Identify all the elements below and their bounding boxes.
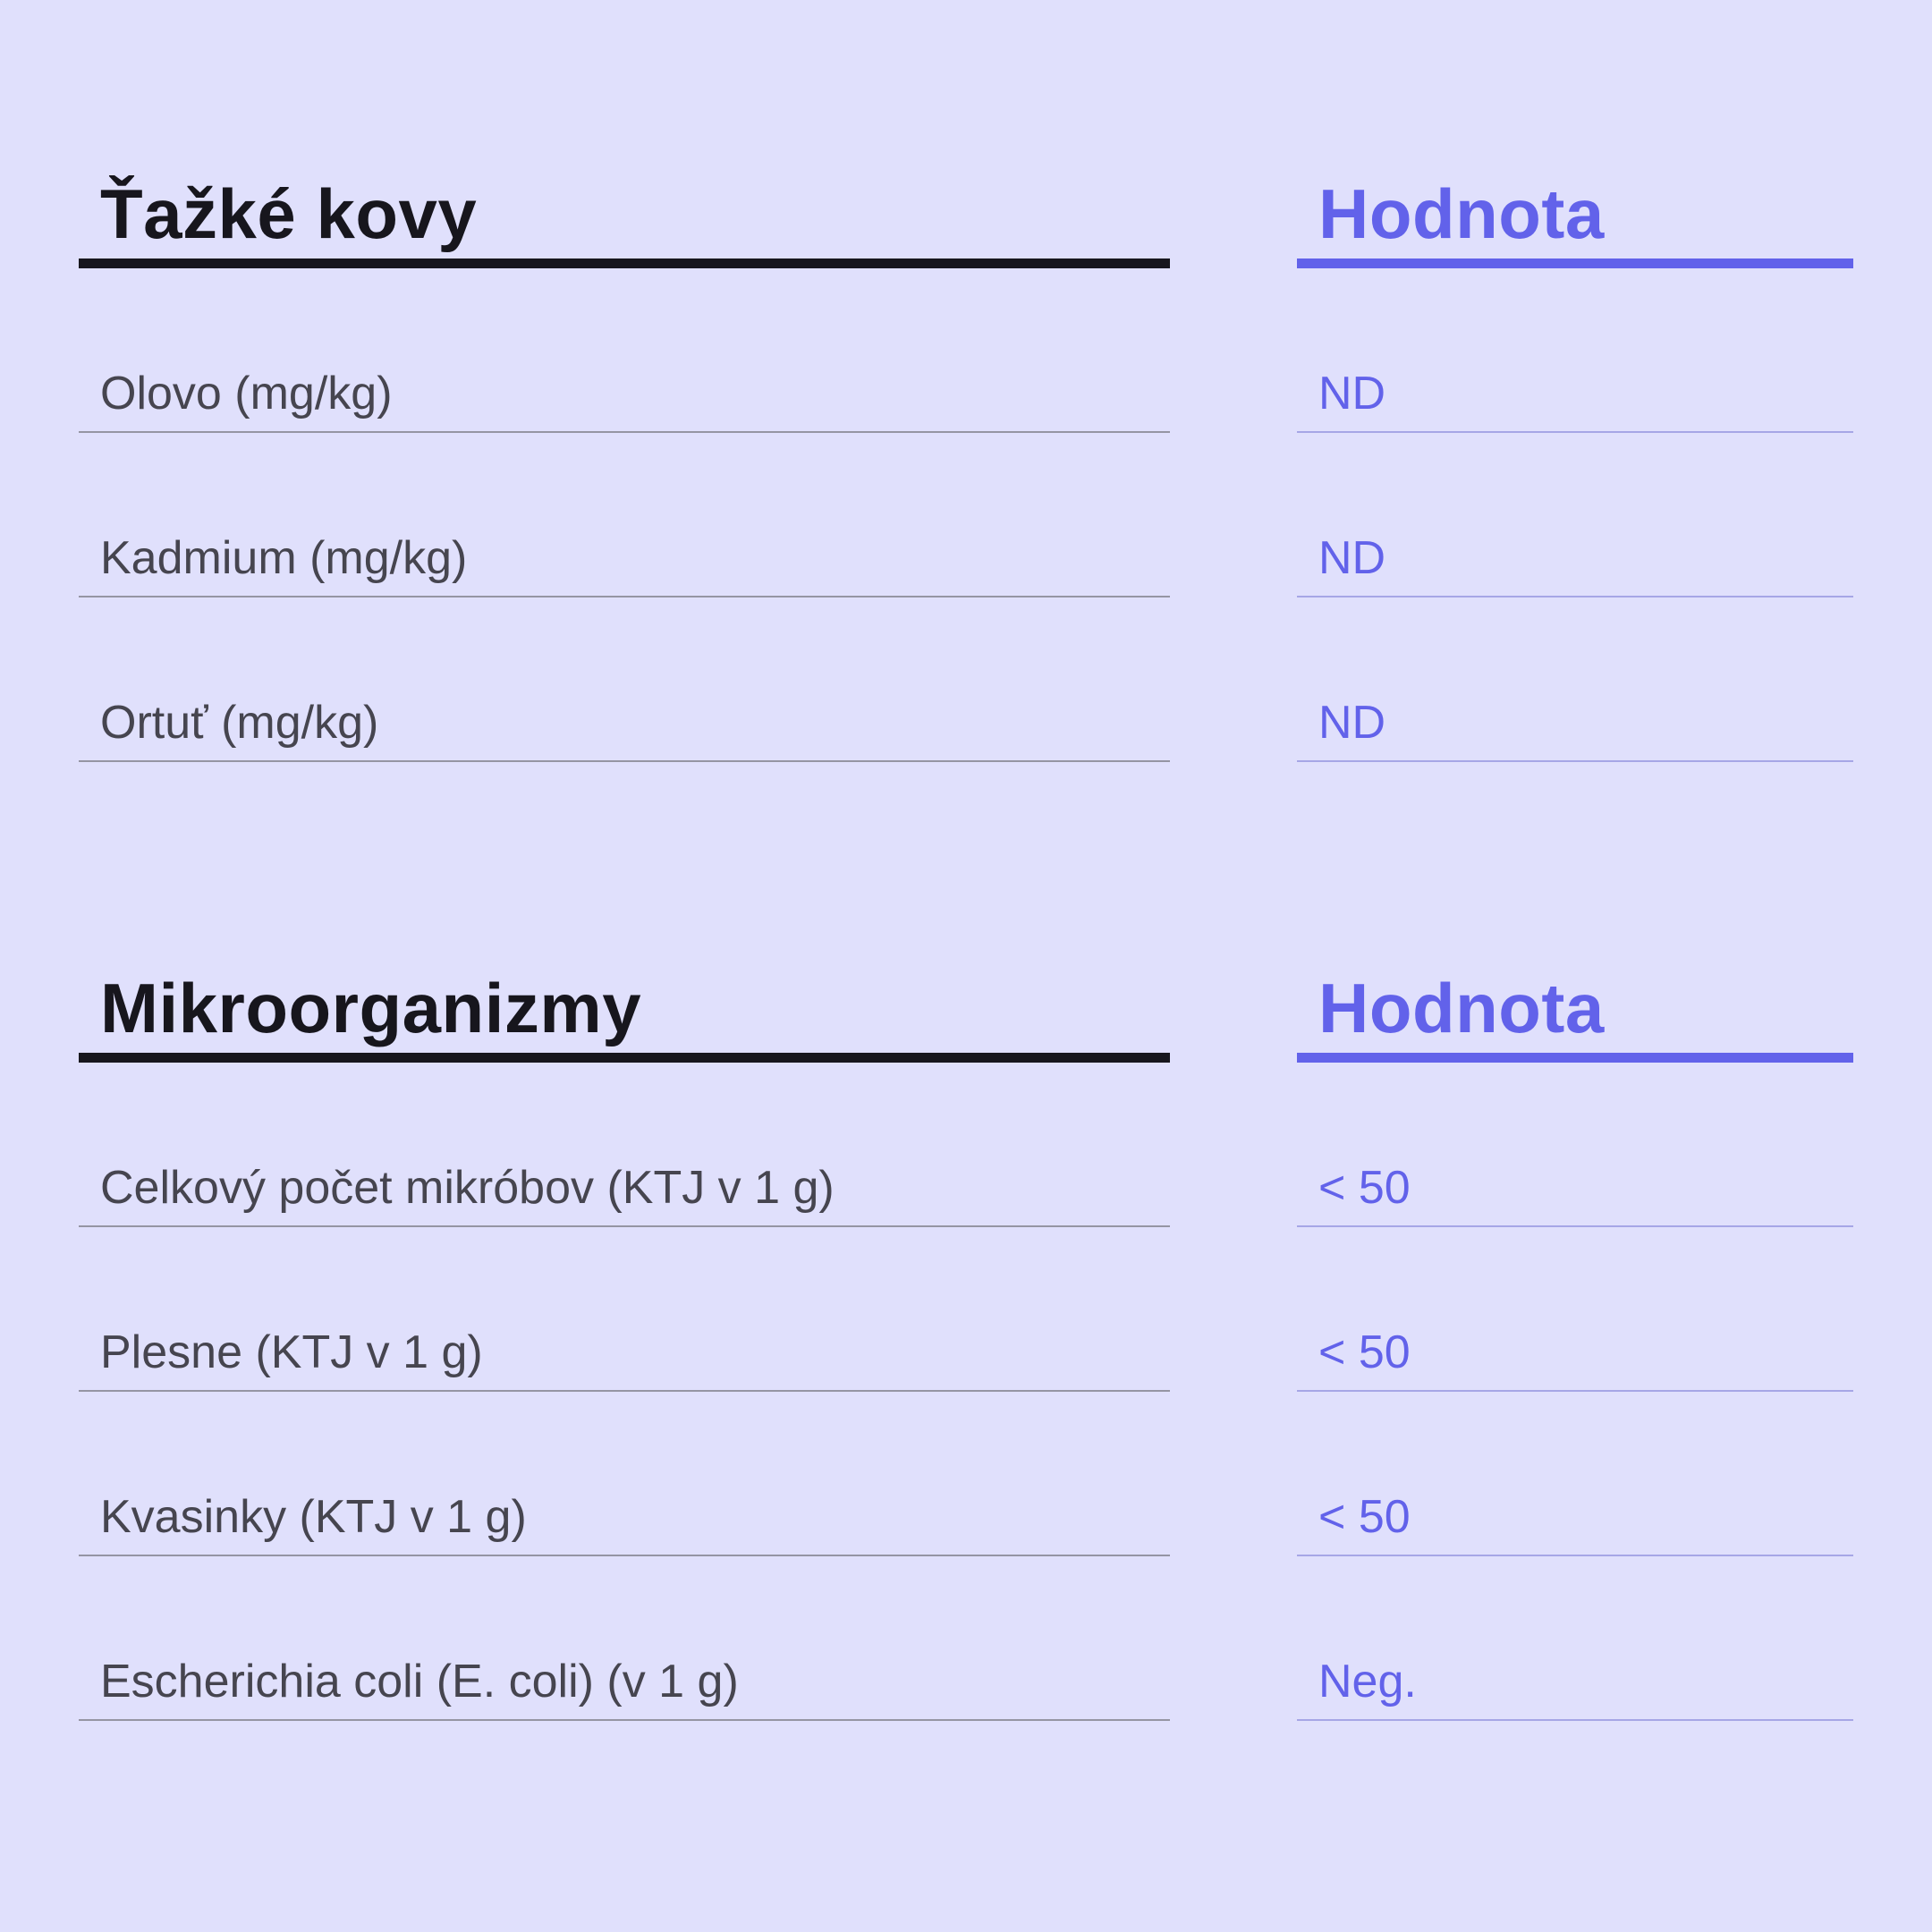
table-row xyxy=(79,597,1170,762)
table-row xyxy=(79,1227,1170,1392)
table-row xyxy=(79,1392,1170,1556)
row-divider xyxy=(79,760,1170,762)
table-row xyxy=(1297,1392,1853,1556)
row-value: Neg. xyxy=(1318,1656,1417,1707)
heavy-metals-values xyxy=(1297,268,1853,762)
row-value: ND xyxy=(1318,368,1386,419)
header-divider xyxy=(79,258,1170,268)
microorganisms-section xyxy=(0,968,1932,1809)
header-divider xyxy=(79,1053,1170,1063)
microorganisms-rows xyxy=(79,1063,1170,1721)
table-row xyxy=(1297,1063,1853,1227)
row-divider xyxy=(79,1719,1170,1721)
microorganisms-value-header xyxy=(1297,968,1853,1063)
row-label: Plesne (KTJ v 1 g) xyxy=(100,1326,483,1378)
row-label: Kvasinky (KTJ v 1 g) xyxy=(100,1491,527,1543)
row-label: Escherichia coli (E. coli) (v 1 g) xyxy=(100,1656,739,1707)
heavy-metals-section xyxy=(0,174,1932,835)
table-row xyxy=(79,1556,1170,1721)
section-title: Ťažké kovy xyxy=(100,174,478,253)
value-column-title: Hodnota xyxy=(1318,969,1605,1047)
table-row xyxy=(1297,1556,1853,1721)
table-row xyxy=(79,433,1170,597)
row-label: Celkový počet mikróbov (KTJ v 1 g) xyxy=(100,1162,835,1214)
value-column-title: Hodnota xyxy=(1318,174,1605,253)
table-row xyxy=(79,1063,1170,1227)
row-value: ND xyxy=(1318,532,1386,584)
heavy-metals-value-column xyxy=(1297,174,1853,835)
table-row xyxy=(1297,1227,1853,1392)
heavy-metals-label-column xyxy=(79,174,1170,835)
microorganisms-values xyxy=(1297,1063,1853,1721)
row-value: < 50 xyxy=(1318,1491,1411,1543)
table-row xyxy=(1297,268,1853,433)
row-divider xyxy=(1297,1719,1853,1721)
table-row xyxy=(1297,597,1853,762)
microorganisms-header xyxy=(79,968,1170,1063)
heavy-metals-header xyxy=(79,174,1170,268)
heavy-metals-value-header xyxy=(1297,174,1853,268)
microorganisms-value-column xyxy=(1297,968,1853,1809)
heavy-metals-rows xyxy=(79,268,1170,762)
row-value: < 50 xyxy=(1318,1162,1411,1214)
header-divider xyxy=(1297,258,1853,268)
row-value: ND xyxy=(1318,697,1386,749)
section-title: Mikroorganizmy xyxy=(100,969,642,1047)
header-divider xyxy=(1297,1053,1853,1063)
table-row xyxy=(79,268,1170,433)
microorganisms-label-column xyxy=(79,968,1170,1809)
row-label: Ortuť (mg/kg) xyxy=(100,697,379,749)
table-row xyxy=(1297,433,1853,597)
row-value: < 50 xyxy=(1318,1326,1411,1378)
row-divider xyxy=(1297,760,1853,762)
row-label: Kadmium (mg/kg) xyxy=(100,532,468,584)
row-label: Olovo (mg/kg) xyxy=(100,368,393,419)
